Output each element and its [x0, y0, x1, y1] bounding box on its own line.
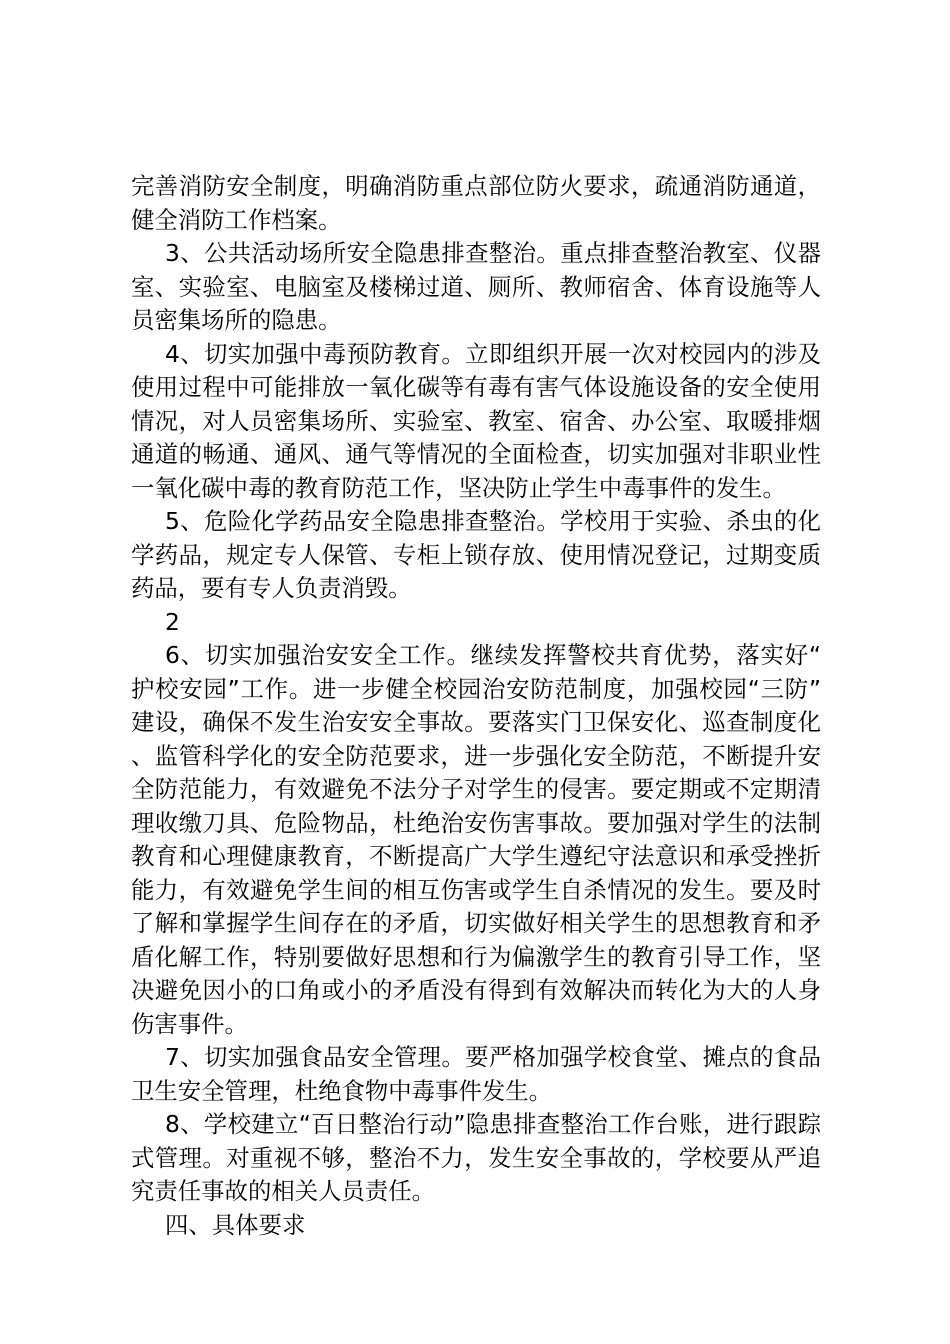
paragraph-item-7: 7、切实加强食品安全管理。要严格加强学校食堂、摊点的食品卫生安全管理，杜绝食物中毒事件发生。 [131, 1043, 821, 1105]
paragraph-item-6: 6、切实加强治安安全工作。继续发挥警校共育优势，落实好“护校安园”工作。进一步健全校园治安防范制度，加强校园“三防”建设，确保不发生治安安全事故。要落实门卫保安化、巡查制度化、监管科学化的安全防范要求，进一步强化安全防范，不断提升安全防范能力，有效避免不法分子对学生的侵害。要定期或不定期清理收缴刀具、危险物品，杜绝治安伤害事故。要加强对学生的法制教育和心理健康教育，不断提高广大学生遵纪守法意识和承受挫折能力，有效避免学生间的相互伤害或学生自杀情况的发生。要及时了解和掌握学生间存在的矛盾，切实做好相关学生的思想教育和矛盾化解工作，特别要做好思想和行为偏激学生的教育引导工作，坚决避免因小的口角或小的矛盾没有得到有效解决而转化为大的人身伤害事件。 [131, 641, 821, 1038]
document-body [131, 170, 821, 1242]
paragraph-item-8: 8、学校建立“百日整治行动”隐患排查整治工作台账，进行跟踪式管理。对重视不够，整治不力，发生安全事故的，学校要从严追究责任事故的相关人员责任。 [131, 1110, 821, 1205]
page-number: 2 [165, 607, 180, 636]
paragraph-item-3: 3、公共活动场所安全隐患排查整治。重点排查整治教室、仪器室、实验室、电脑室及楼梯过道、厕所、教师宿舍、体育设施等人员密集场所的隐患。 [131, 239, 821, 334]
section-heading-specific-requirements: 四、具体要求 [165, 1210, 306, 1239]
paragraph-item-5: 5、危险化学药品安全隐患排查整治。学校用于实验、杀虫的化学药品，规定专人保管、专柜上锁存放、使用情况登记，过期变质药品，要有专人负责消毁。 [131, 507, 821, 602]
paragraph-item-4: 4、切实加强中毒预防教育。立即组织开展一次对校园内的涉及使用过程中可能排放一氧化碳等有毒有害气体设施设备的安全使用情况，对人员密集场所、实验室、教室、宿舍、办公室、取暖排烟通道的畅通、通风、通气等情况的全面检查，切实加强对非职业性一氧化碳中毒的教育防范工作，坚决防止学生中毒事件的发生。 [131, 339, 821, 502]
paragraph-fire-safety-continuation: 完善消防安全制度，明确消防重点部位防火要求，疏通消防通道，健全消防工作档案。 [131, 172, 821, 234]
